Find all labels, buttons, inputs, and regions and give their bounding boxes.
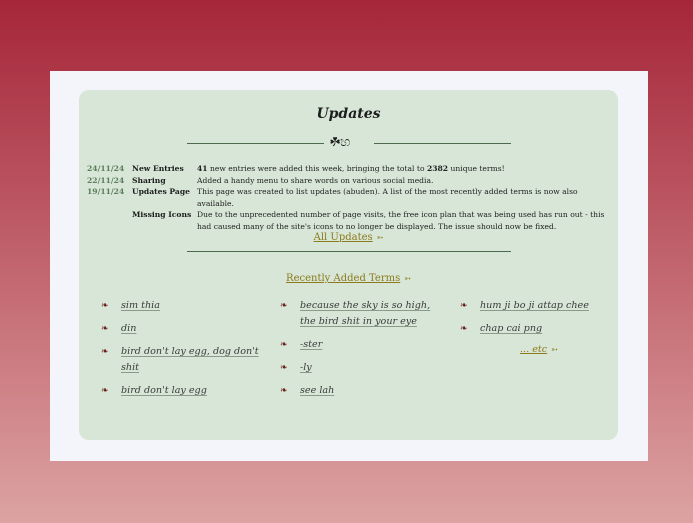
ornament-icon: ☘හ: [330, 135, 351, 150]
divider-line: [187, 251, 511, 252]
update-count: 41: [197, 164, 208, 173]
list-item: [101, 344, 261, 376]
terms-column-3: [460, 298, 610, 355]
list-item: [101, 321, 261, 337]
fleuron-bullet-icon: ❧: [101, 347, 109, 357]
term-link[interactable]: chap cai png: [480, 323, 543, 334]
term-link[interactable]: bird don't lay egg, dog don't shit: [121, 346, 259, 373]
all-updates-label: All Updates: [313, 232, 373, 243]
fleuron-bullet-icon: ❧: [280, 340, 288, 350]
list-item: [280, 383, 445, 399]
term-link[interactable]: hum ji bo ji attap chee: [480, 300, 589, 311]
update-text: Added a handy menu to share words on various social media.: [197, 175, 434, 185]
term-link[interactable]: because the sky is so high, the bird shit in your eye: [300, 300, 431, 327]
terms-column-1: [101, 298, 261, 406]
recent-terms-label: Recently Added Terms: [286, 273, 401, 284]
update-text-end: unique terms!: [448, 164, 505, 173]
update-text: [197, 163, 615, 175]
more-terms-link[interactable]: [520, 344, 610, 355]
update-row: [87, 175, 617, 187]
list-item: [280, 337, 445, 353]
fleuron-bullet-icon: ❧: [101, 301, 109, 311]
term-link[interactable]: sim thia: [121, 300, 160, 311]
update-text: Due to the unprecedented number of page visits, the free icon plan that was being used has run out - this had caused many of the site's icons to no longer be displayed. The issue should now be fixed.: [197, 210, 605, 231]
divider-line-right: [374, 143, 511, 144]
fleuron-bullet-icon: ❧: [460, 301, 468, 311]
fleuron-bullet-icon: ❧: [101, 386, 109, 396]
arrow-icon: ➳: [551, 345, 558, 354]
term-link[interactable]: -ster: [300, 339, 323, 350]
list-item: [101, 383, 261, 399]
list-item: [460, 321, 610, 337]
content-frame: [50, 71, 648, 461]
list-item: [280, 298, 445, 330]
term-link[interactable]: -ly: [300, 362, 312, 373]
update-total: 2382: [426, 164, 449, 173]
fleuron-bullet-icon: ❧: [460, 324, 468, 334]
list-item: [460, 298, 610, 314]
update-date: [87, 209, 132, 232]
term-link[interactable]: din: [121, 323, 137, 334]
etc-label: ... etc: [520, 344, 548, 355]
update-row: [87, 209, 617, 232]
update-label: Updates Page: [132, 187, 190, 196]
update-label: Sharing: [132, 175, 166, 185]
divider-line-left: [187, 143, 324, 144]
update-date: 24/11/24: [87, 164, 125, 173]
update-row: [87, 186, 617, 209]
recently-added-terms-link[interactable]: [79, 273, 618, 284]
term-link[interactable]: see lah: [300, 385, 335, 396]
updates-list: [87, 163, 617, 232]
update-row: [87, 163, 617, 175]
fleuron-bullet-icon: ❧: [280, 301, 288, 311]
update-text: This page was created to list updates (abuden). A list of the most recently added terms is now also available.: [197, 187, 578, 208]
update-date: 22/11/24: [87, 175, 125, 185]
update-label: New Entries: [132, 164, 184, 173]
arrow-icon: ➳: [376, 233, 384, 242]
terms-column-2: [280, 298, 445, 406]
fleuron-bullet-icon: ❧: [280, 363, 288, 373]
ornamental-divider: [187, 136, 511, 150]
page-title: Updates: [316, 106, 381, 122]
update-label: Missing Icons: [132, 210, 192, 219]
updates-card: [79, 90, 618, 440]
term-link[interactable]: bird don't lay egg: [121, 385, 207, 396]
list-item: [280, 360, 445, 376]
all-updates-link[interactable]: [79, 232, 618, 243]
update-date: 19/11/24: [87, 187, 125, 196]
fleuron-bullet-icon: ❧: [101, 324, 109, 334]
list-item: [101, 298, 261, 314]
update-text-mid: new entries were added this week, bringing the total to: [207, 164, 427, 173]
arrow-icon: ➳: [404, 274, 411, 283]
fleuron-bullet-icon: ❧: [280, 386, 288, 396]
